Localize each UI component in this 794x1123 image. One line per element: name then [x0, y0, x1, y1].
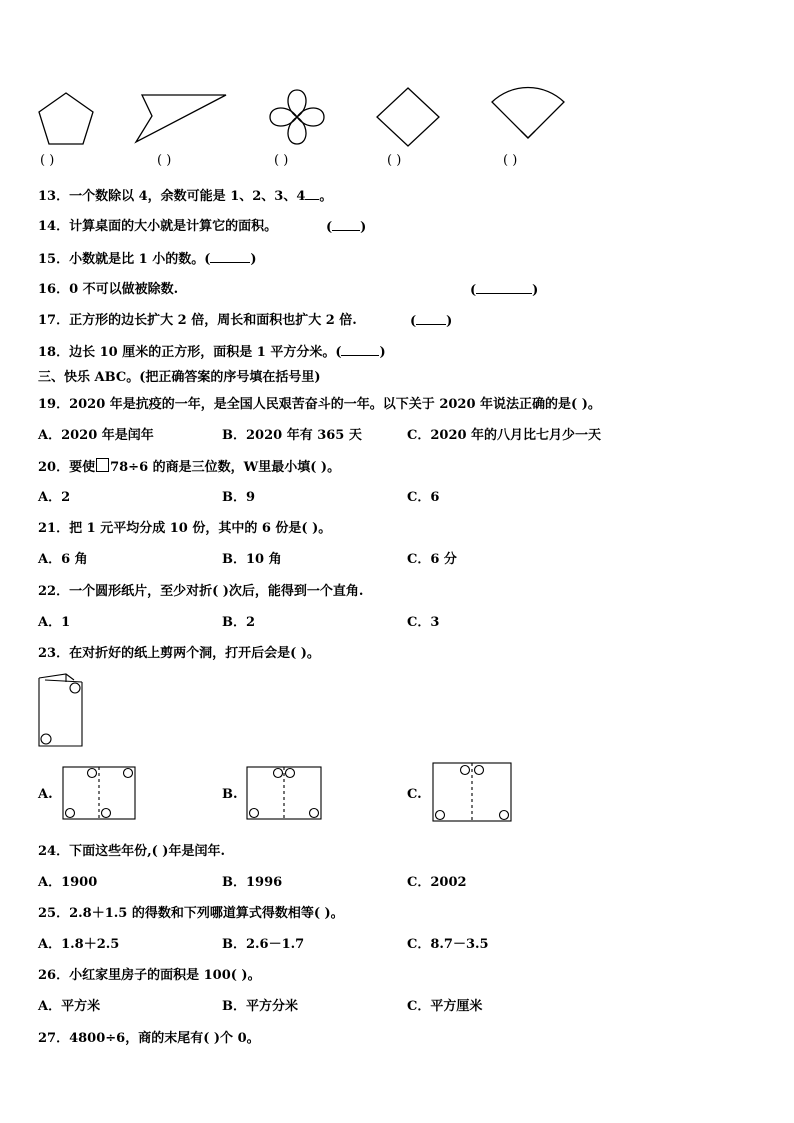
question-13	[38, 187, 332, 206]
question-21-option-b[interactable]: B．10 角	[222, 552, 282, 567]
question-15	[38, 250, 257, 269]
question-14-text: 14．计算桌面的大小就是计算它的面积。	[38, 219, 278, 234]
question-23-option-a[interactable]: A.	[38, 787, 53, 802]
question-13-end: 。	[319, 189, 333, 204]
question-14-answer-paren[interactable]: ( )	[326, 220, 367, 235]
question-22-option-c[interactable]: C．3	[407, 615, 440, 630]
question-22: 22．一个圆形纸片，至少对折( )次后，能得到一个直角.	[38, 584, 364, 599]
question-25-option-b[interactable]: B．2.6－1.7	[222, 937, 305, 952]
question-26-option-a[interactable]: A．平方米	[38, 999, 101, 1014]
question-15-end: )	[250, 252, 257, 267]
question-16-answer-paren[interactable]: ( )	[470, 283, 539, 298]
diamond-shape	[374, 85, 442, 149]
four-leaf-shape	[266, 86, 328, 148]
question-21-option-c[interactable]: C．6 分	[407, 552, 457, 567]
question-16	[38, 281, 178, 299]
question-25-option-a[interactable]: A．1.8＋2.5	[38, 937, 120, 952]
question-25-option-c[interactable]: C．8.7－3.5	[407, 937, 489, 952]
question-24-option-b[interactable]: B．1996	[222, 875, 283, 890]
question-20-option-b[interactable]: B．9	[222, 490, 256, 505]
question-24: 24．下面这些年份,( )年是闰年.	[38, 844, 225, 859]
question-21-option-a[interactable]: A．6 角	[38, 552, 88, 567]
question-24-option-c[interactable]: C．2002	[407, 875, 467, 890]
question-26-option-c[interactable]: C．平方厘米	[407, 999, 483, 1014]
question-24-option-a[interactable]: A．1900	[38, 875, 98, 890]
question-19-option-b[interactable]: B．2020 年有 365 天	[222, 428, 362, 443]
shape-answer-paren-2[interactable]: ( )	[157, 153, 172, 168]
question-23: 23．在对折好的纸上剪两个洞，打开后会是( )。	[38, 646, 320, 661]
question-23-option-c[interactable]: C.	[407, 787, 422, 802]
question-20-text-end: 78÷6 的商是三位数，W里最小填( )。	[110, 460, 341, 475]
question-26-option-b[interactable]: B．平方分米	[222, 999, 298, 1014]
shape-answer-paren-1[interactable]: ( )	[40, 153, 55, 168]
option-c-unfolded-figure[interactable]	[432, 760, 514, 824]
question-13-text: 13．一个数除以 4，余数可能是 1、2、3、4	[38, 189, 306, 204]
option-b-unfolded-figure[interactable]	[246, 764, 324, 822]
question-17-answer-paren[interactable]: ( )	[410, 314, 453, 329]
question-14	[38, 218, 277, 236]
question-19: 19．2020 年是抗疫的一年，是全国人民艰苦奋斗的一年。以下关于 2020 年说法正确的是( )。	[38, 397, 601, 412]
pentagon-shape	[36, 90, 96, 148]
folded-paper-figure	[36, 672, 90, 750]
question-19-option-a[interactable]: A．2020 年是闰年	[38, 428, 154, 443]
question-22-option-a[interactable]: A．1	[38, 615, 71, 630]
option-a-unfolded-figure[interactable]	[62, 764, 138, 822]
question-20-option-a[interactable]: A．2	[38, 490, 71, 505]
question-27: 27．4800÷6，商的末尾有( )个 0。	[38, 1031, 260, 1046]
question-17-text: 17．正方形的边长扩大 2 倍，周长和面积也扩大 2 倍.	[38, 313, 357, 328]
question-13-blank[interactable]	[305, 187, 319, 200]
question-17	[38, 312, 357, 330]
question-18-text: 18．边长 10 厘米的正方形，面积是 1 平方分米。(	[38, 345, 342, 360]
question-26: 26．小红家里房子的面积是 100( )。	[38, 968, 261, 983]
shape-answer-paren-3[interactable]: ( )	[274, 153, 289, 168]
shape-answer-paren-4[interactable]: ( )	[387, 153, 402, 168]
question-15-text: 15．小数就是比 1 小的数。(	[38, 252, 211, 267]
question-19-option-c[interactable]: C．2020 年的八月比七月少一天	[407, 428, 602, 443]
question-20-text-start: 20．要使	[38, 460, 96, 475]
section-3-heading: 三、快乐 ABC。(把正确答案的序号填在括号里)	[38, 370, 321, 385]
shape-answer-paren-5[interactable]: ( )	[503, 153, 518, 168]
question-22-option-b[interactable]: B．2	[222, 615, 256, 630]
arrow-triangle-shape	[132, 92, 230, 146]
question-16-text: 16．0 不可以做被除数.	[38, 282, 179, 297]
question-18-end: )	[379, 345, 386, 360]
blank-square-icon	[96, 458, 109, 472]
question-15-blank[interactable]	[210, 250, 250, 263]
question-25: 25．2.8＋1.5 的得数和下列哪道算式得数相等( )。	[38, 906, 344, 921]
question-20	[38, 458, 340, 477]
question-18	[38, 343, 386, 362]
question-21: 21．把 1 元平均分成 10 份，其中的 6 份是( )。	[38, 521, 332, 536]
question-23-option-b[interactable]: B.	[222, 787, 238, 802]
question-18-blank[interactable]	[341, 343, 379, 356]
fan-sector-shape	[488, 86, 568, 142]
question-20-option-c[interactable]: C．6	[407, 490, 440, 505]
